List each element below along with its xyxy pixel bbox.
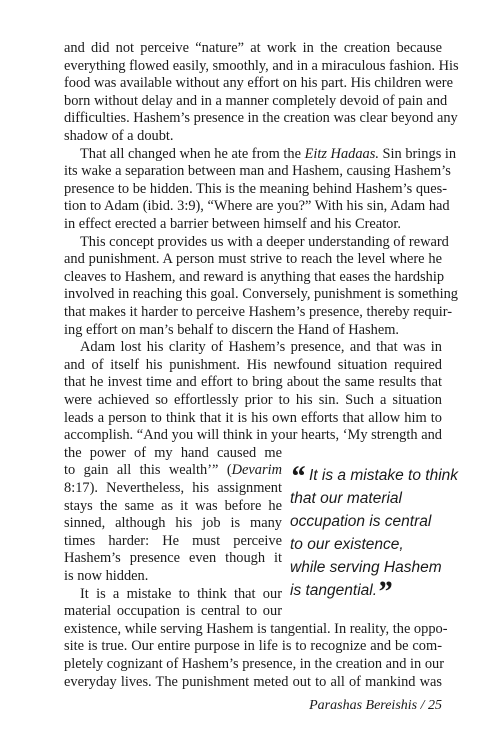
body-text-line: everything flowed easily, smoothly, and in a miraculous fashion. His xyxy=(64,57,459,74)
pull-quote-line: that our material xyxy=(290,490,402,508)
body-text-line: born without delay and in a manner completely devoid of pain and xyxy=(64,92,448,109)
body-text-line: It is a mistake to think that our xyxy=(80,585,282,602)
close-quote-mark: ” xyxy=(377,575,393,609)
body-text-line: shadow of a doubt. xyxy=(64,128,174,144)
body-text-line: everyday lives. The punishment meted out to all of mankind was xyxy=(64,673,442,690)
body-text-line: Adam lost his clarity of Hashem’s presence, and that was in xyxy=(80,339,442,356)
body-text-line: accomplish. “And you will think in your hearts, ‘My strength and xyxy=(64,427,442,444)
body-text-line: ing effort on man’s behalf to discern the Hand of Hashem. xyxy=(64,321,400,338)
pull-quote-line: while serving Hashem xyxy=(290,559,442,577)
body-text-line: stays the same as it was before he xyxy=(64,497,282,514)
body-text-line: difficulties. Hashem’s presence in the creation was clear beyond any xyxy=(64,110,458,127)
pull-quote-line: is tangential. xyxy=(290,582,378,600)
body-text-line: involved in reaching this goal. Conversely, punishment is something xyxy=(64,286,458,303)
body-text-line: tion to Adam (ibid. 3:9), “Where are you?” With his sin, Adam had xyxy=(64,198,450,215)
body-text-line: Hashem’s presence even though it xyxy=(64,550,282,567)
body-text-line-emphasis: That all changed when he ate from the Eitz Hadaas. Sin brings in xyxy=(80,145,457,162)
pull-quote xyxy=(290,460,459,609)
body-text-line: and of itself his punishment. His newfound situation required xyxy=(64,356,442,373)
body-text-line: This concept provides us with a deeper understanding of reward xyxy=(80,233,449,250)
body-text-line: presence to be hidden. This is the meaning behind Hashem’s ques- xyxy=(64,180,447,197)
body-text-line: cleaves to Hashem, and reward is anything that eases the hardship xyxy=(64,268,445,285)
body-text-line: material occupation is central to our xyxy=(64,603,282,620)
body-text-line: is now hidden. xyxy=(64,568,149,584)
pull-quote-line: occupation is central xyxy=(290,513,432,531)
pull-quote-line: to our existence, xyxy=(290,536,404,554)
pull-quote-line: It is a mistake to think xyxy=(309,467,459,485)
body-text-line: and did not perceive “nature” at work in the creation because xyxy=(64,40,442,56)
open-quote-mark: “ xyxy=(290,460,305,494)
body-text-line: the power of my hand caused me xyxy=(64,444,282,461)
body-text-line: 8:17). Nevertheless, his assignment xyxy=(64,480,282,496)
body-text-line-emphasis: to gain all this wealth’” (Devarim xyxy=(64,462,282,479)
body-text-line: existence, while serving Hashem is tangential. In reality, the oppo- xyxy=(64,620,448,637)
body-text-line: times harder: He must perceive xyxy=(64,532,282,549)
body-text-line: leads a person to think that it is his own efforts that allow him to xyxy=(64,409,442,426)
body-text-line: that he invest time and effort to bring about the same results that xyxy=(64,374,442,391)
body-text-line: and punishment. A person must strive to reach the level where he xyxy=(64,251,442,268)
body-text-line: sinned, although his job is many xyxy=(64,515,282,532)
body-text-line: site is true. Our entire purpose in life is to recognize and be com- xyxy=(64,638,442,655)
body-text-line: in effect erected a barrier between himself and his Creator. xyxy=(64,216,401,232)
running-footer-page-number: Parashas Bereishis / 25 xyxy=(309,698,442,713)
body-text-line: pletely cognizant of Hashem’s presence, in the creation and in our xyxy=(64,656,445,672)
body-text-line: its wake a separation between man and Hashem, causing Hashem’s xyxy=(64,163,451,180)
body-text-line: food was available without any effort on his part. His children were xyxy=(64,75,453,92)
body-text-line: were achieved so effortlessly prior to his sin. Such a situation xyxy=(64,392,442,408)
body-text-line: that makes it harder to perceive Hashem’s presence, thereby requir- xyxy=(64,304,453,320)
